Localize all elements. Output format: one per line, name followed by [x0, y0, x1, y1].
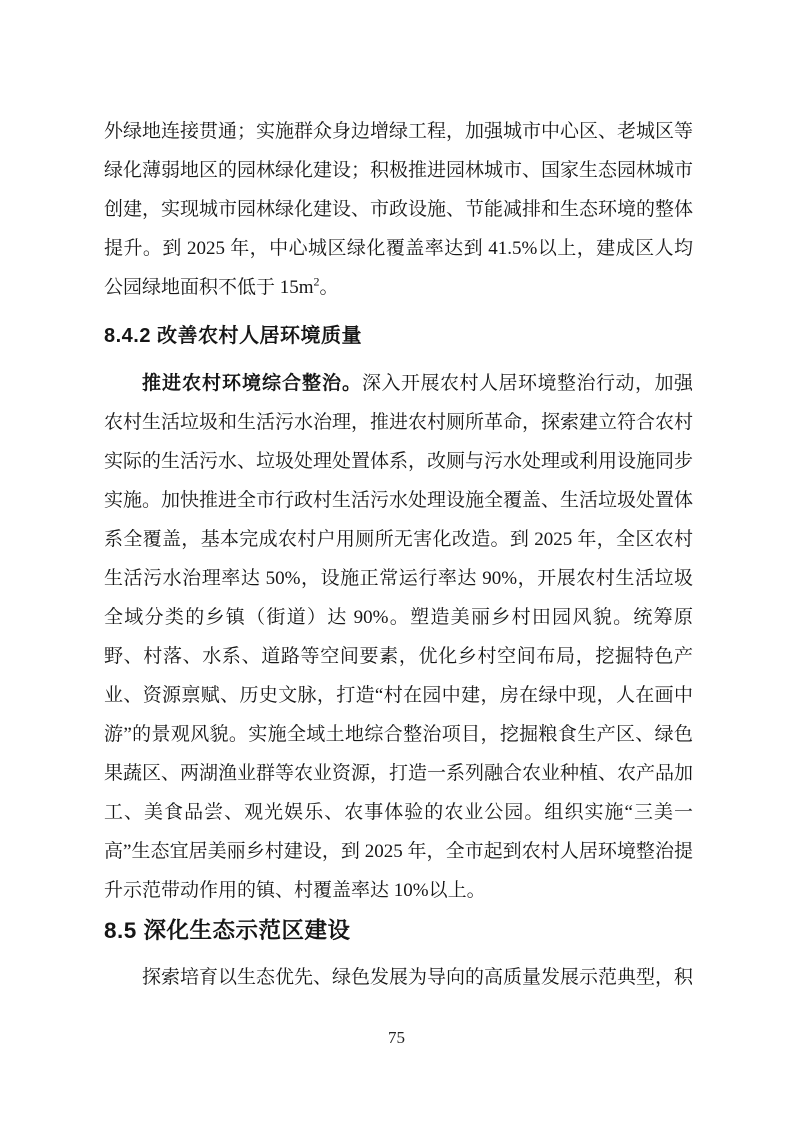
- paragraph-continuation: [104, 112, 693, 307]
- paragraph-rural-environment: [104, 364, 693, 910]
- paragraph-eco-demonstration: 探索培育以生态优先、绿色发展为导向的高质量发展示范典型，积: [142, 967, 694, 988]
- heading-8-5: 8.5 深化生态示范区建设: [104, 918, 351, 943]
- paragraph-continuation-text: 外绿地连接贯通；实施群众身边增绿工程，加强城市中心区、老城区等绿化薄弱地区的园林绿化建设；积极推进园林城市、国家生态园林城市创建，实现城市园林绿化建设、市政设施、节能减排和生态环境的整体提升。到 2025 年，中心城区绿化覆盖率达到 41.5%以上，建成区人均公园绿地面积不低于 15m: [104, 121, 694, 298]
- page-content: [104, 112, 693, 997]
- square-meter-superscript: 2: [313, 274, 320, 289]
- page-number: 75: [388, 1028, 405, 1047]
- paragraph-body-text: 深入开展农村人居环境整治行动，加强农村生活垃圾和生活污水治理，推进农村厕所革命，探索建立符合农村实际的生活污水、垃圾处理处置体系，改厕与污水处理或利用设施同步实施。加快推进全市行政村生活污水处理设施全覆盖、生活垃圾处置体系全覆盖，基本完成农村户用厕所无害化改造。到 2025 年，全区农村生活污水治理率达 50%，设施正常运行率达 90%，开展农村生活垃圾全域分类的乡镇（街道）达 90%。塑造美丽乡村田园风貌。统筹原野、村落、水系、道路等空间要素，优化乡村空间布局，挖掘特色产业、资源禀赋、历史文脉，打造“村在园中建，房在绿中现，人在画中游”的景观风貌。实施全域土地综合整治项目，挖掘粮食生产区、绿色果蔬区、两湖渔业群等农业资源，打造一系列融合农业种植、农产品加工、美食品尝、观光娱乐、农事体验的农业公园。组织实施“三美一高”生态宜居美丽乡村建设，到 2025 年，全市起到农村人居环境整治提升示范带动作用的镇、村覆盖率达 10%以上。: [104, 373, 694, 901]
- heading-8-4-2: 8.4.2 改善农村人居环境质量: [104, 325, 363, 347]
- paragraph-bold-lead: 推进农村环境综合整治。: [142, 373, 362, 394]
- paragraph-continuation-tail: 。: [319, 277, 339, 298]
